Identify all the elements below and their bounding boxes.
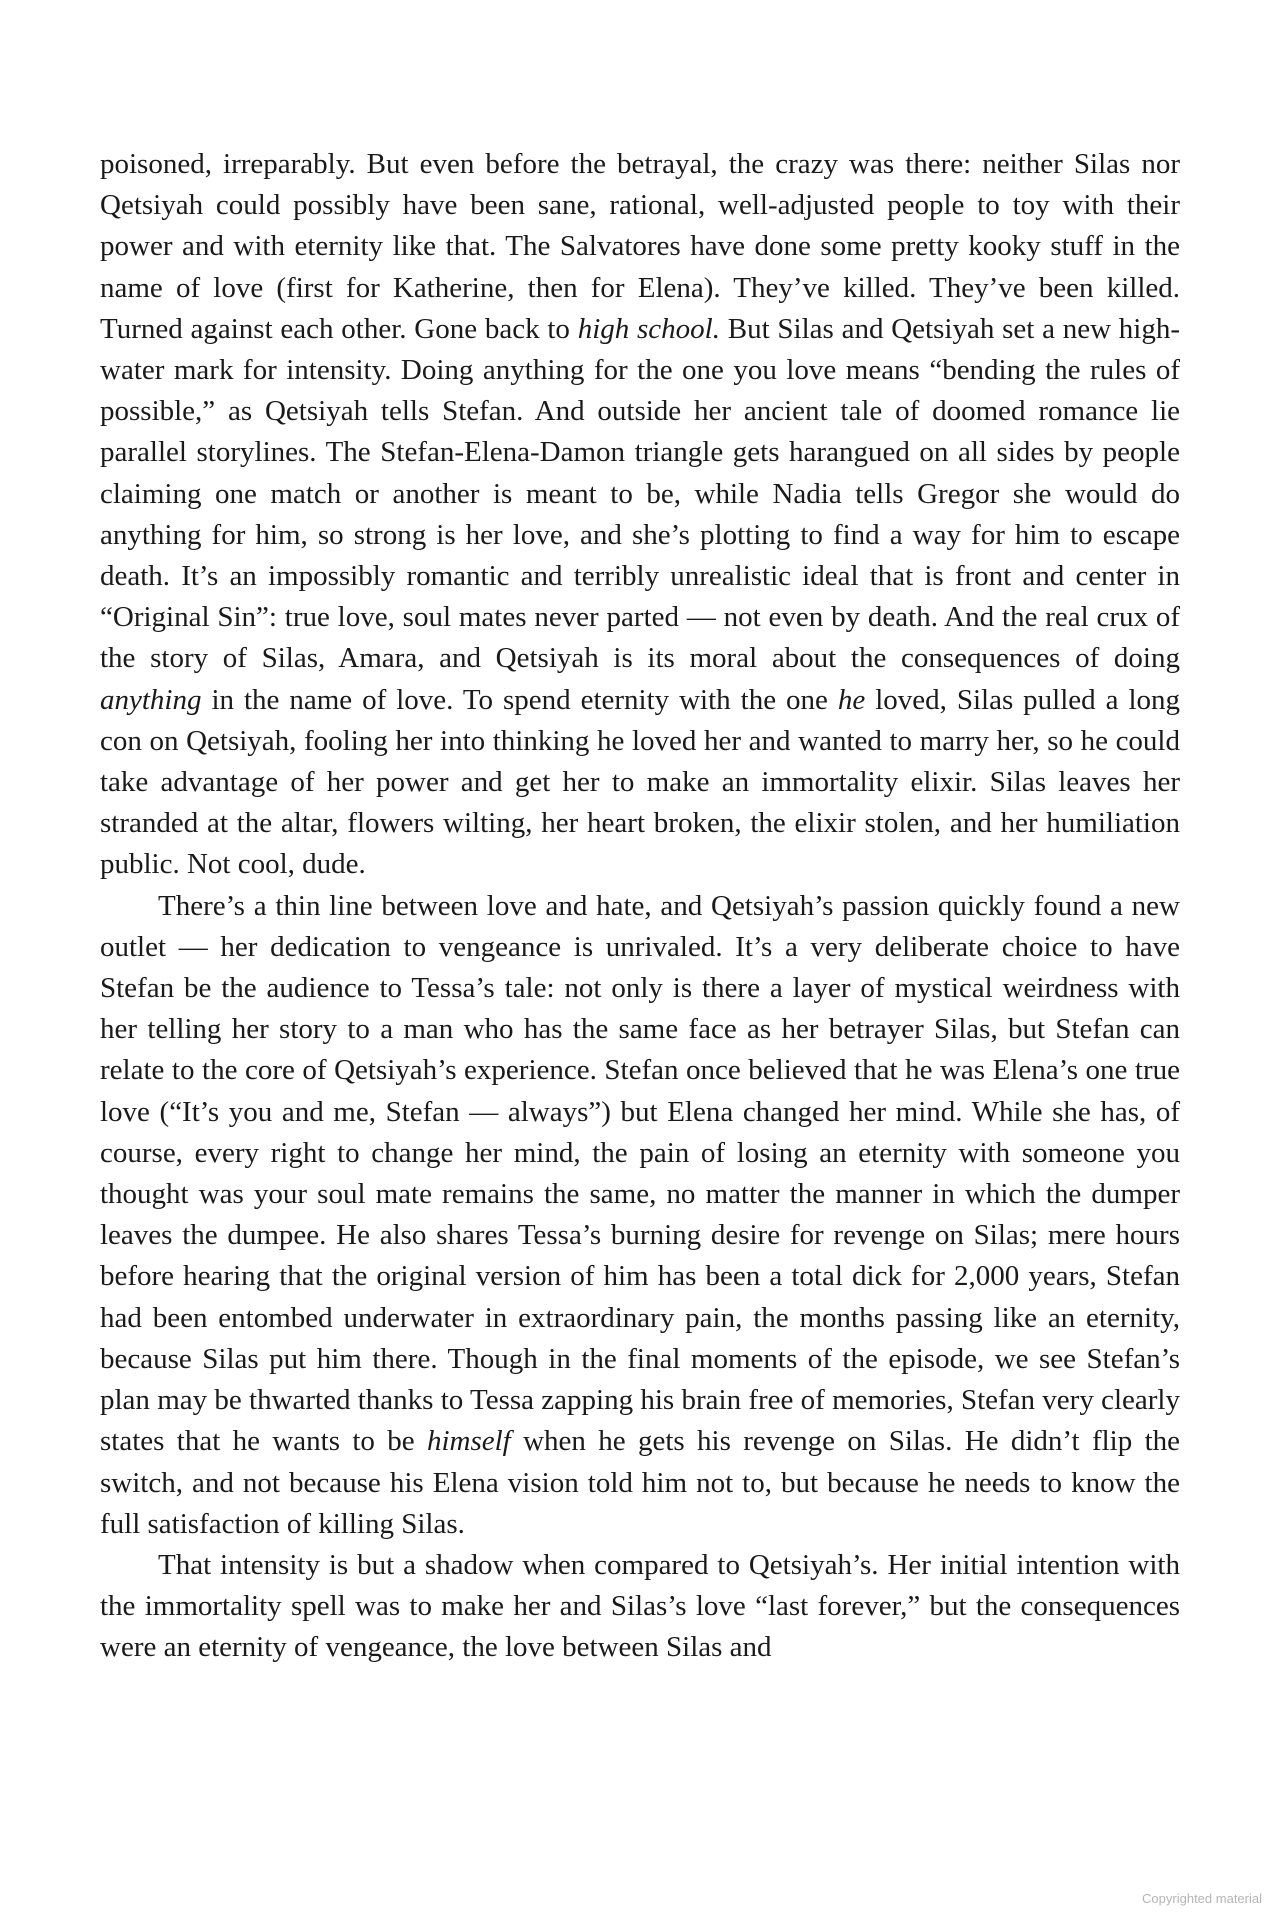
italic-text: he xyxy=(837,683,866,716)
paragraph-2 xyxy=(100,886,1180,1545)
text-run: That intensity is but a shadow when compared to Qetsiyah’s. Her initial intention with the immortality spell was to make her and Silas’s love “last forever,” but the consequences were an eternity of vengeance, the love between Silas and xyxy=(100,1548,1180,1664)
text-run: There’s a thin line between love and hate, and Qetsiyah’s passion quickly found a new outlet — her dedication to vengeance is unrivaled. It’s a very deliberate choice to have Stefan be the audience to Tessa’s tale: not only is there a layer of mystical weirdness with her telling her story to a man who has the same face as her betrayer Silas, but Stefan can relate to the core of Qetsiyah’s experience. Stefan once believed that he was Elena’s one true love (“It’s you and me, Stefan — always”) but Elena changed her mind. While she has, of course, every right to change her mind, the pain of losing an eternity with someone you thought was your soul mate remains the same, no matter the manner in which the dumper leaves the dumpee. He also shares Tessa’s burning desire for revenge on Silas; mere hours before hearing that the original version of him has been a total dick for 2,000 years, Stefan had been entombed underwater in extraordinary pain, the months passing like an eternity, because Silas put him there. Though in the final moments of the episode, we see Stefan’s plan may be thwarted thanks to Tessa zapping his brain free of memories, Stefan very clearly states that he wants to be xyxy=(100,889,1180,1458)
paragraph-1 xyxy=(100,144,1180,886)
text-run: But Silas and Qetsiyah set a new high-water mark for intensity. Doing anything for the one you love means “bending the rules of possible,” as Qetsiyah tells Stefan. And outside her ancient tale of doomed romance lie parallel storylines. The Stefan-Elena-Damon triangle gets harangued on all sides by people claiming one match or another is meant to be, while Nadia tells Gregor she would do anything for him, so strong is her love, and she’s plotting to find a way for him to escape death. It’s an impossibly romantic and terribly unrealistic ideal that is front and center in “Original Sin”: true love, soul mates never parted — not even by death. And the real crux of the story of Silas, Amara, and Qetsiyah is its moral about the consequences of doing xyxy=(100,312,1180,675)
text-run: when he gets his revenge on Silas. He didn’t flip the switch, and not because his Elena vision told him not to, but because he needs to know the full satisfaction of killing Silas. xyxy=(100,1425,1180,1540)
italic-text: himself xyxy=(426,1425,511,1458)
italic-text: high school. xyxy=(577,312,720,345)
text-run: loved, Silas pulled a long con on Qetsiyah, fooling her into thinking he loved her and wanted to marry her, so he could take advantage of her power and get her to make an immortality elixir. Silas leaves her stranded at the altar, flowers wilting, her heart broken, the elixir stolen, and her humiliation public. Not cool, dude. xyxy=(100,683,1181,881)
text-run: poisoned, irreparably. But even before the betrayal, the crazy was there: neither Silas nor Qetsiyah could possibly have been sane, rational, well-adjusted people to toy with their power and with eternity like that. The Salvatores have done some pretty kooky stuff in the name of love (first for Katherine, then for Elena). They’ve killed. They’ve been killed. Turned against each other. Gone back to xyxy=(100,148,1180,345)
text-run: in the name of love. To spend eternity with the one xyxy=(201,683,838,716)
copyright-watermark: Copyrighted material xyxy=(1142,1891,1262,1906)
italic-text: anything xyxy=(100,683,202,716)
paragraph-3 xyxy=(100,1545,1180,1669)
body-text xyxy=(100,144,1180,1669)
